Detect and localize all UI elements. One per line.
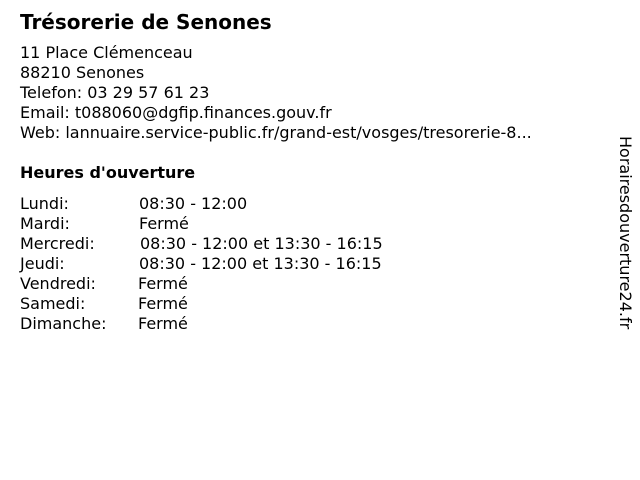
time-value: Fermé	[138, 314, 188, 333]
address-block	[20, 43, 532, 143]
website-url: Web: lannuaire.service-public.fr/grand-est/vosges/tresorerie-8...	[20, 123, 532, 142]
site-watermark: Horairesdouverture24.fr	[616, 136, 635, 330]
phone-number: Telefon: 03 29 57 61 23	[20, 83, 210, 102]
opening-hours-heading: Heures d'ouverture	[20, 163, 196, 182]
page-title: Trésorerie de Senones	[20, 10, 272, 34]
day-label: Mercredi:	[20, 234, 95, 253]
time-value: Fermé	[138, 274, 188, 293]
city-postal-code: 88210 Senones	[20, 63, 145, 82]
time-value: Fermé	[139, 214, 189, 233]
day-label: Mardi:	[20, 214, 70, 233]
day-label: Samedi:	[20, 294, 86, 313]
watermark-container	[611, 136, 640, 376]
email-address: Email: t088060@dgfip.finances.gouv.fr	[20, 103, 332, 122]
time-value: 08:30 - 12:00 et 13:30 - 16:15	[139, 254, 382, 273]
time-value: 08:30 - 12:00	[139, 194, 248, 213]
day-label: Dimanche:	[20, 314, 107, 333]
day-label: Jeudi:	[20, 254, 65, 273]
day-label: Vendredi:	[20, 274, 96, 293]
time-value: Fermé	[138, 294, 188, 313]
street-address: 11 Place Clémenceau	[20, 43, 193, 62]
time-value: 08:30 - 12:00 et 13:30 - 16:15	[140, 234, 383, 253]
day-label: Lundi:	[20, 194, 69, 213]
